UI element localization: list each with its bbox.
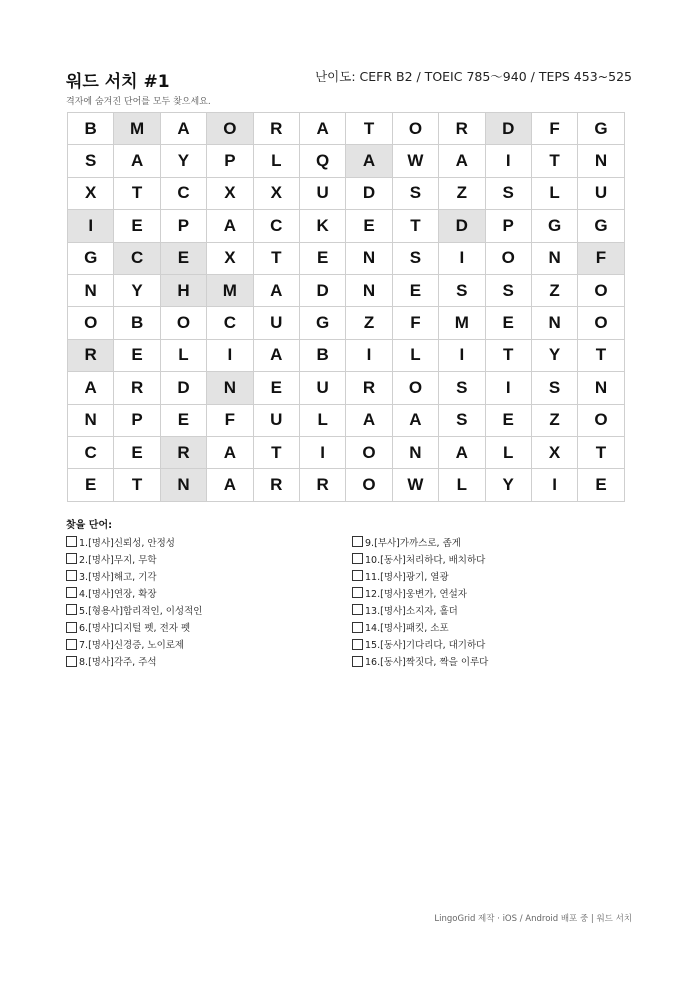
word-item — [66, 550, 202, 567]
word-checkbox[interactable] — [352, 536, 363, 547]
grid-cell[interactable]: B — [299, 339, 345, 371]
grid-cell[interactable]: E — [160, 404, 206, 436]
word-item — [352, 601, 488, 618]
grid-row — [68, 177, 625, 209]
word-item — [66, 618, 202, 635]
grid-cell[interactable]: M — [439, 307, 485, 339]
grid-cell[interactable]: N — [68, 404, 114, 436]
grid-cell[interactable]: Y — [114, 274, 160, 306]
grid-cell[interactable]: O — [578, 274, 624, 306]
grid-cell[interactable]: X — [207, 242, 253, 274]
grid-row — [68, 210, 625, 242]
grid-cell[interactable]: E — [578, 469, 624, 501]
word-item — [66, 636, 202, 653]
grid-cell[interactable]: B — [68, 113, 114, 145]
grid-cell[interactable]: T — [578, 436, 624, 468]
grid-cell[interactable]: E — [160, 242, 206, 274]
word-item — [352, 533, 488, 550]
grid-cell[interactable]: T — [346, 113, 392, 145]
word-item — [66, 533, 202, 550]
grid-cell[interactable]: X — [253, 177, 299, 209]
grid-cell[interactable]: U — [299, 372, 345, 404]
grid-cell[interactable]: D — [439, 210, 485, 242]
grid-cell[interactable]: G — [531, 210, 577, 242]
grid-cell[interactable]: N — [68, 274, 114, 306]
grid-cell[interactable]: Z — [439, 177, 485, 209]
grid-cell[interactable]: L — [160, 339, 206, 371]
word-checkbox[interactable] — [352, 553, 363, 564]
grid-cell[interactable]: R — [253, 469, 299, 501]
grid-cell[interactable]: I — [439, 242, 485, 274]
grid-cell[interactable]: R — [160, 436, 206, 468]
grid-cell[interactable]: F — [531, 113, 577, 145]
grid-cell[interactable]: I — [439, 339, 485, 371]
grid-cell[interactable]: A — [253, 339, 299, 371]
grid-row — [68, 404, 625, 436]
word-checkbox[interactable] — [66, 656, 77, 667]
grid-cell[interactable]: L — [253, 145, 299, 177]
grid-cell[interactable]: Y — [485, 469, 531, 501]
grid-cell[interactable]: D — [299, 274, 345, 306]
grid-cell[interactable]: C — [68, 436, 114, 468]
word-checkbox[interactable] — [66, 536, 77, 547]
grid-cell[interactable]: N — [346, 274, 392, 306]
grid-cell[interactable]: L — [392, 339, 438, 371]
word-clue: 15.[동사]기다리다, 대기하다 — [365, 640, 486, 652]
grid-cell[interactable]: N — [392, 436, 438, 468]
word-list-heading: 찾을 단어: — [66, 520, 113, 531]
grid-cell[interactable]: A — [114, 145, 160, 177]
grid-cell[interactable]: F — [578, 242, 624, 274]
grid-cell[interactable]: H — [160, 274, 206, 306]
grid-cell[interactable]: O — [207, 113, 253, 145]
grid-cell[interactable]: N — [578, 145, 624, 177]
grid-cell[interactable]: A — [253, 274, 299, 306]
grid-row — [68, 145, 625, 177]
word-clue: 9.[부사]가까스로, 좁게 — [365, 537, 461, 549]
grid-cell[interactable]: N — [207, 372, 253, 404]
grid-cell[interactable]: Y — [160, 145, 206, 177]
grid-cell[interactable]: O — [485, 242, 531, 274]
grid-cell[interactable]: A — [392, 404, 438, 436]
grid-cell[interactable]: P — [207, 145, 253, 177]
grid-cell[interactable]: N — [160, 469, 206, 501]
grid-cell[interactable]: N — [531, 307, 577, 339]
grid-cell[interactable]: S — [531, 372, 577, 404]
word-checkbox[interactable] — [352, 604, 363, 615]
grid-cell[interactable]: I — [68, 210, 114, 242]
grid-cell[interactable]: B — [114, 307, 160, 339]
grid-cell[interactable]: R — [346, 372, 392, 404]
word-item — [352, 636, 488, 653]
word-item — [66, 567, 202, 584]
grid-cell[interactable]: Z — [531, 274, 577, 306]
grid-row — [68, 242, 625, 274]
grid-cell[interactable]: S — [439, 274, 485, 306]
grid-cell[interactable]: D — [160, 372, 206, 404]
word-checkbox[interactable] — [66, 604, 77, 615]
grid-row — [68, 372, 625, 404]
grid-cell[interactable]: F — [392, 307, 438, 339]
grid-cell[interactable]: G — [299, 307, 345, 339]
word-checkbox[interactable] — [352, 587, 363, 598]
grid-cell[interactable]: S — [439, 404, 485, 436]
grid-cell[interactable]: C — [253, 210, 299, 242]
grid-cell[interactable]: L — [531, 177, 577, 209]
grid-cell[interactable]: I — [485, 372, 531, 404]
grid-cell[interactable]: C — [114, 242, 160, 274]
word-clue: 3.[명사]해고, 기각 — [79, 571, 157, 583]
grid-cell[interactable]: S — [392, 177, 438, 209]
grid-cell[interactable]: C — [160, 177, 206, 209]
grid-cell[interactable]: E — [346, 210, 392, 242]
word-item — [66, 584, 202, 601]
grid-row — [68, 113, 625, 145]
word-clue: 16.[동사]짝짓다, 짝을 이루다 — [365, 657, 489, 669]
grid-cell[interactable]: L — [299, 404, 345, 436]
grid-cell[interactable]: A — [346, 145, 392, 177]
grid-cell[interactable]: A — [439, 145, 485, 177]
grid-cell[interactable]: R — [439, 113, 485, 145]
grid-cell[interactable]: T — [114, 177, 160, 209]
grid-cell[interactable]: Q — [299, 145, 345, 177]
grid-cell[interactable]: Z — [346, 307, 392, 339]
grid-cell[interactable]: R — [299, 469, 345, 501]
word-checkbox[interactable] — [66, 622, 77, 633]
grid-cell[interactable]: O — [578, 307, 624, 339]
grid-cell[interactable]: O — [346, 436, 392, 468]
grid-cell[interactable]: M — [114, 113, 160, 145]
word-clue: 1.[명사]신뢰성, 안정성 — [79, 537, 175, 549]
word-clue: 10.[동사]처리하다, 배치하다 — [365, 554, 486, 566]
grid-cell[interactable]: E — [68, 469, 114, 501]
grid-cell[interactable]: S — [392, 242, 438, 274]
grid-cell[interactable]: G — [578, 210, 624, 242]
word-checkbox[interactable] — [66, 639, 77, 650]
grid-cell[interactable]: T — [578, 339, 624, 371]
grid-cell[interactable]: G — [578, 113, 624, 145]
grid-cell[interactable]: P — [114, 404, 160, 436]
grid-row — [68, 274, 625, 306]
grid-cell[interactable]: X — [68, 177, 114, 209]
footer-credit: LingoGrid 제작 · iOS / Android 배포 중 | 워드 서치 — [434, 914, 632, 924]
word-clue: 6.[명사]디지털 펫, 전자 펫 — [79, 623, 191, 635]
grid-cell[interactable]: E — [114, 436, 160, 468]
difficulty-label: 난이도: CEFR B2 / TOEIC 785～940 / TEPS 453~525 — [315, 69, 632, 84]
instructions: 격자에 숨겨진 단어를 모두 찾으세요. — [66, 97, 211, 107]
grid-cell[interactable]: A — [207, 210, 253, 242]
word-search-grid — [67, 112, 625, 502]
grid-cell[interactable]: A — [346, 404, 392, 436]
grid-cell[interactable]: O — [392, 113, 438, 145]
word-list-right — [352, 533, 488, 670]
grid-cell[interactable]: C — [207, 307, 253, 339]
grid-cell[interactable]: R — [68, 339, 114, 371]
grid-cell[interactable]: X — [531, 436, 577, 468]
grid-cell[interactable]: E — [485, 307, 531, 339]
grid-cell[interactable]: E — [485, 404, 531, 436]
word-clue: 5.[형용사]합리적인, 이성적인 — [79, 605, 203, 617]
grid-row — [68, 469, 625, 501]
grid-cell[interactable]: T — [253, 242, 299, 274]
word-checkbox[interactable] — [66, 553, 77, 564]
word-checkbox[interactable] — [66, 570, 77, 581]
grid-cell[interactable]: R — [114, 372, 160, 404]
grid-cell[interactable]: I — [346, 339, 392, 371]
grid-cell[interactable]: E — [392, 274, 438, 306]
grid-cell[interactable]: A — [207, 436, 253, 468]
grid-cell[interactable]: M — [207, 274, 253, 306]
grid-cell[interactable]: W — [392, 469, 438, 501]
word-checkbox[interactable] — [352, 639, 363, 650]
word-item — [352, 584, 488, 601]
grid-row — [68, 307, 625, 339]
grid-cell[interactable]: Z — [531, 404, 577, 436]
grid-cell[interactable]: O — [68, 307, 114, 339]
grid-cell[interactable]: E — [114, 339, 160, 371]
grid-cell[interactable]: Y — [531, 339, 577, 371]
word-item — [352, 567, 488, 584]
grid-cell[interactable]: A — [439, 436, 485, 468]
grid-cell[interactable]: T — [485, 339, 531, 371]
grid-cell[interactable]: I — [299, 436, 345, 468]
word-clue: 7.[명사]신경증, 노이로제 — [79, 640, 185, 652]
word-list-left — [66, 533, 202, 670]
word-checkbox[interactable] — [352, 570, 363, 581]
grid-cell[interactable]: A — [299, 113, 345, 145]
grid-cell[interactable]: G — [68, 242, 114, 274]
grid-cell[interactable]: N — [531, 242, 577, 274]
grid-cell[interactable]: U — [253, 404, 299, 436]
grid-cell[interactable]: N — [346, 242, 392, 274]
grid-cell[interactable]: S — [485, 274, 531, 306]
grid-cell[interactable]: S — [485, 177, 531, 209]
word-clue: 14.[명사]패킷, 소포 — [365, 623, 449, 635]
word-item — [352, 653, 488, 670]
word-clue: 8.[명사]각주, 주석 — [79, 657, 157, 669]
word-clue: 13.[명사]소지자, 홀더 — [365, 605, 458, 617]
word-clue: 12.[명사]웅변가, 연설자 — [365, 588, 467, 600]
grid-cell[interactable]: R — [253, 113, 299, 145]
grid-cell[interactable]: E — [299, 242, 345, 274]
grid-cell[interactable]: P — [485, 210, 531, 242]
grid-cell[interactable]: F — [207, 404, 253, 436]
word-checkbox[interactable] — [352, 622, 363, 633]
grid-cell[interactable]: S — [68, 145, 114, 177]
grid-cell[interactable]: L — [439, 469, 485, 501]
grid-cell[interactable]: N — [578, 372, 624, 404]
grid-cell[interactable]: U — [253, 307, 299, 339]
grid-cell[interactable]: D — [346, 177, 392, 209]
grid-cell[interactable]: A — [207, 469, 253, 501]
grid-cell[interactable]: O — [160, 307, 206, 339]
grid-cell[interactable]: T — [253, 436, 299, 468]
grid-cell[interactable]: O — [346, 469, 392, 501]
grid-cell[interactable]: T — [531, 145, 577, 177]
grid-cell[interactable]: O — [578, 404, 624, 436]
grid-cell[interactable]: I — [207, 339, 253, 371]
grid-cell[interactable]: W — [392, 145, 438, 177]
word-clue: 2.[명사]무지, 무학 — [79, 554, 157, 566]
grid-cell[interactable]: I — [531, 469, 577, 501]
word-item — [352, 550, 488, 567]
grid-cell[interactable]: S — [439, 372, 485, 404]
grid-cell[interactable]: I — [485, 145, 531, 177]
word-item — [352, 618, 488, 635]
grid-cell[interactable]: E — [114, 210, 160, 242]
word-checkbox[interactable] — [66, 587, 77, 598]
grid-cell[interactable]: T — [392, 210, 438, 242]
grid-row — [68, 436, 625, 468]
grid-cell[interactable]: O — [392, 372, 438, 404]
word-item — [66, 601, 202, 618]
grid-cell[interactable]: L — [485, 436, 531, 468]
word-clue: 4.[명사]연장, 확장 — [79, 588, 157, 600]
page-title: 워드 서치 #1 — [66, 72, 170, 92]
word-checkbox[interactable] — [352, 656, 363, 667]
grid-cell[interactable]: A — [68, 372, 114, 404]
grid-cell[interactable]: T — [114, 469, 160, 501]
word-clue: 11.[명사]광기, 열광 — [365, 571, 449, 583]
grid-cell[interactable]: K — [299, 210, 345, 242]
grid-cell[interactable]: D — [485, 113, 531, 145]
grid-cell[interactable]: P — [160, 210, 206, 242]
grid-cell[interactable]: U — [299, 177, 345, 209]
grid-cell[interactable]: X — [207, 177, 253, 209]
grid-cell[interactable]: E — [253, 372, 299, 404]
word-item — [66, 653, 202, 670]
grid-row — [68, 339, 625, 371]
grid-cell[interactable]: A — [160, 113, 206, 145]
grid-cell[interactable]: U — [578, 177, 624, 209]
